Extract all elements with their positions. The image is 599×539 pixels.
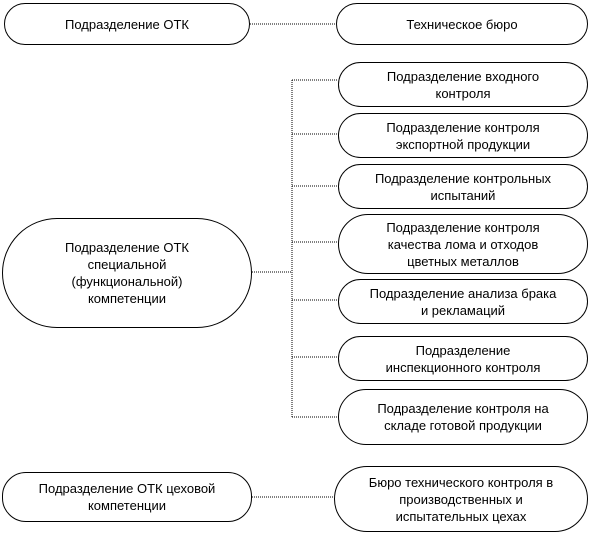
node-otk: Подразделение ОТК [4, 3, 250, 45]
node-control-tests: Подразделение контрольных испытаний [338, 164, 588, 209]
node-otk-special-competence: Подразделение ОТК специальной (функциональной) компетенции [2, 218, 252, 328]
node-scrap-quality-control: Подразделение контроля качества лома и отходов цветных металлов [338, 214, 588, 274]
node-warehouse-control: Подразделение контроля на складе готовой продукции [338, 389, 588, 445]
node-defect-analysis: Подразделение анализа брака и рекламаций [338, 279, 588, 324]
node-incoming-control: Подразделение входного контроля [338, 62, 588, 107]
node-otk-shop-competence: Подразделение ОТК цеховой компетенции [2, 472, 252, 522]
node-export-control: Подразделение контроля экспортной продукции [338, 113, 588, 158]
node-inspection-control: Подразделение инспекционного контроля [338, 336, 588, 381]
node-tech-bureau: Техническое бюро [336, 3, 588, 45]
node-shop-tech-control-bureau: Бюро технического контроля в производственных и испытательных цехах [334, 466, 588, 532]
